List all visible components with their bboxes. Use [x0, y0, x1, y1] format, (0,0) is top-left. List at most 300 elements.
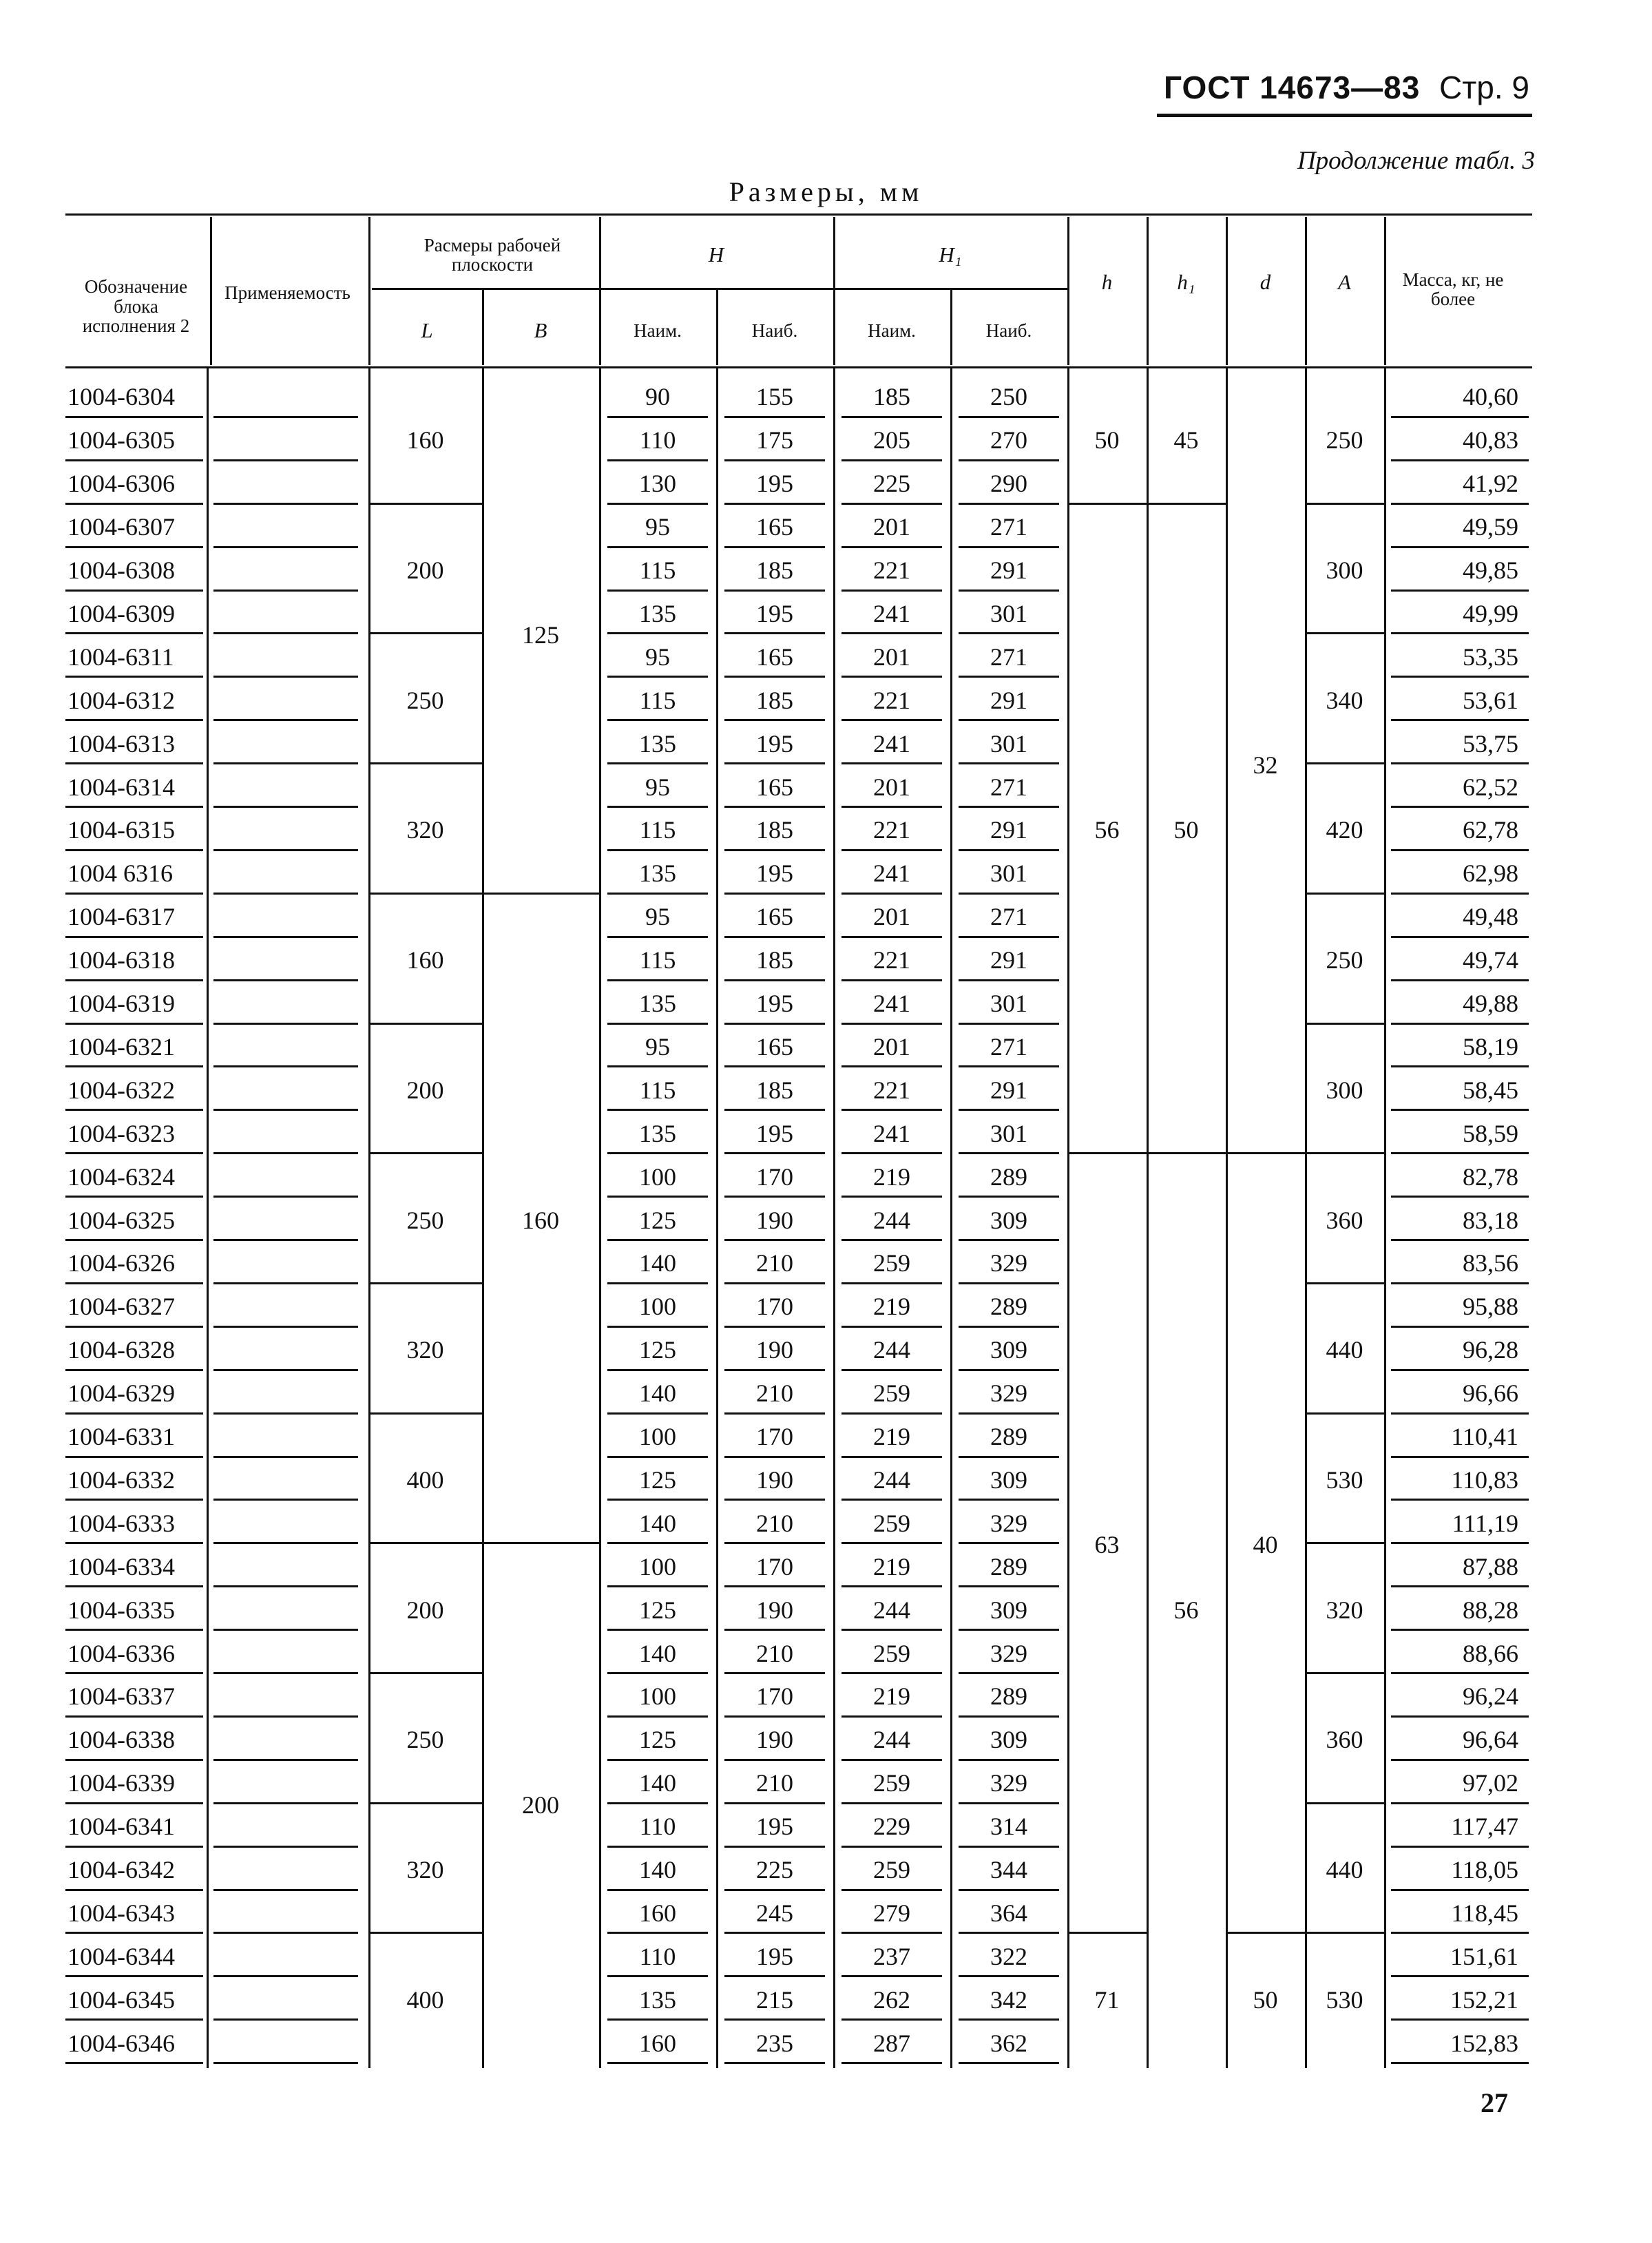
row-H1-min: 244	[873, 1206, 910, 1234]
row-underline	[213, 1975, 358, 1977]
row-H1-max: 289	[990, 1682, 1027, 1711]
row-underline	[841, 719, 942, 721]
row-code: 1004-6313	[67, 729, 175, 758]
row-code: 1004-6335	[67, 1596, 175, 1624]
group-A: 420	[1326, 816, 1363, 844]
row-H1-min: 229	[873, 1813, 910, 1841]
row-underline	[213, 1196, 358, 1198]
row-underline	[607, 762, 708, 764]
row-underline	[607, 632, 708, 634]
row-H1-min: 244	[873, 1726, 910, 1754]
row-underline	[959, 1975, 1059, 1977]
row-H1-min: 221	[873, 946, 910, 974]
row-H1-min: 219	[873, 1552, 910, 1580]
header-bottom-rule	[65, 366, 1532, 368]
row-underline	[959, 1023, 1059, 1025]
row-underline	[1391, 1412, 1529, 1415]
row-H-max: 165	[756, 903, 793, 931]
row-H1-min: 244	[873, 1336, 910, 1364]
group-divider	[1149, 503, 1226, 505]
row-H-max: 170	[756, 1423, 793, 1451]
row-underline	[607, 979, 708, 981]
row-mass: 41,92	[1463, 470, 1518, 498]
row-H1-max: 291	[990, 556, 1027, 585]
row-H-min: 110	[639, 426, 676, 455]
group-d: 32	[1253, 751, 1278, 780]
row-underline	[724, 1282, 825, 1284]
row-underline	[841, 849, 942, 851]
row-mass: 82,78	[1463, 1162, 1518, 1191]
row-underline	[65, 1499, 203, 1501]
row-underline	[65, 2018, 203, 2021]
row-code: 1004-6339	[67, 1769, 175, 1797]
row-mass: 49,85	[1463, 556, 1518, 585]
row-underline	[213, 1802, 358, 1804]
row-underline	[607, 1585, 708, 1587]
row-underline	[213, 1846, 358, 1848]
row-H-max: 245	[756, 1899, 793, 1927]
row-underline	[213, 1282, 358, 1284]
row-underline	[841, 1932, 942, 1934]
row-underline	[959, 1412, 1059, 1415]
row-H-min: 140	[639, 1509, 676, 1537]
group-divider	[370, 1152, 482, 1154]
row-underline	[959, 1152, 1059, 1154]
row-mass: 53,35	[1463, 643, 1518, 671]
group-divider	[1069, 1152, 1147, 1154]
row-underline	[1391, 1196, 1529, 1198]
row-H-min: 135	[639, 990, 676, 1018]
row-underline	[65, 1239, 203, 1241]
row-underline	[841, 2018, 942, 2021]
row-underline	[841, 546, 942, 548]
row-H-max: 210	[756, 1639, 793, 1667]
row-underline	[841, 1585, 942, 1587]
row-code: 1004-6327	[67, 1293, 175, 1321]
row-underline	[607, 503, 708, 505]
row-underline	[213, 979, 358, 981]
header-h1: h₁	[1177, 270, 1195, 294]
group-divider	[1307, 1412, 1384, 1415]
row-underline	[724, 1239, 825, 1241]
header-H-min: Наим.	[634, 320, 682, 341]
row-H1-min: 201	[873, 643, 910, 671]
row-underline	[213, 1585, 358, 1587]
row-code: 1004-6317	[67, 903, 175, 931]
row-H1-max: 291	[990, 686, 1027, 714]
group-A: 300	[1326, 556, 1363, 585]
group-divider	[1307, 503, 1384, 505]
row-mass: 58,45	[1463, 1076, 1518, 1104]
row-underline	[1391, 1152, 1529, 1154]
row-H1-min: 259	[873, 1379, 910, 1408]
row-H1-max: 301	[990, 729, 1027, 758]
row-underline	[1391, 1802, 1529, 1804]
row-underline	[724, 1802, 825, 1804]
row-underline	[959, 546, 1059, 548]
row-mass: 151,61	[1450, 1942, 1518, 1970]
row-H-max: 185	[756, 1076, 793, 1104]
row-mass: 49,88	[1463, 990, 1518, 1018]
row-mass: 49,74	[1463, 946, 1518, 974]
header-col-divider	[716, 289, 718, 365]
row-H1-min: 244	[873, 1596, 910, 1624]
row-underline	[959, 979, 1059, 981]
row-underline	[724, 1932, 825, 1934]
row-underline	[724, 1499, 825, 1501]
row-H1-max: 314	[990, 1813, 1027, 1841]
row-underline	[959, 1759, 1059, 1761]
row-underline	[213, 806, 358, 808]
group-L: 320	[406, 1856, 444, 1884]
row-underline	[959, 1629, 1059, 1631]
row-H-min: 95	[645, 903, 670, 931]
row-mass: 49,99	[1463, 599, 1518, 627]
row-underline	[213, 590, 358, 592]
group-divider	[1307, 762, 1384, 764]
row-underline	[1391, 1282, 1529, 1284]
row-underline	[1391, 1889, 1529, 1891]
row-H1-min: 221	[873, 556, 910, 585]
row-underline	[607, 806, 708, 808]
row-H1-min: 259	[873, 1639, 910, 1667]
row-underline	[1391, 459, 1529, 461]
row-underline	[1391, 503, 1529, 505]
row-underline	[841, 1846, 942, 1848]
row-underline	[841, 1672, 942, 1674]
group-divider	[1069, 1932, 1147, 1934]
row-H1-min: 219	[873, 1423, 910, 1451]
row-H1-min: 219	[873, 1682, 910, 1711]
group-A: 250	[1326, 426, 1363, 455]
row-underline	[841, 806, 942, 808]
row-underline	[841, 1239, 942, 1241]
row-H-min: 100	[639, 1162, 676, 1191]
row-H1-max: 329	[990, 1769, 1027, 1797]
row-underline	[724, 936, 825, 938]
row-underline	[213, 1499, 358, 1501]
row-underline	[607, 416, 708, 418]
row-H1-min: 205	[873, 426, 910, 455]
row-underline	[1391, 1629, 1529, 1631]
row-underline	[841, 459, 942, 461]
row-code: 1004-6308	[67, 556, 175, 585]
row-underline	[841, 893, 942, 895]
row-H-min: 125	[639, 1336, 676, 1364]
group-divider	[370, 1932, 482, 1934]
group-divider	[370, 1412, 482, 1415]
row-H-max: 170	[756, 1162, 793, 1191]
group-divider	[1228, 1932, 1305, 1934]
row-H1-min: 237	[873, 1942, 910, 1970]
row-mass: 40,83	[1463, 426, 1518, 455]
row-underline	[213, 1456, 358, 1458]
row-underline	[959, 1196, 1059, 1198]
row-underline	[841, 936, 942, 938]
row-underline	[607, 1023, 708, 1025]
row-underline	[1391, 632, 1529, 634]
row-H1-max: 309	[990, 1726, 1027, 1754]
header-L: L	[421, 318, 433, 342]
row-underline	[1391, 806, 1529, 808]
row-underline	[607, 1759, 708, 1761]
row-underline	[213, 632, 358, 634]
group-h1: 56	[1173, 1596, 1199, 1624]
group-divider	[370, 893, 482, 895]
row-underline	[724, 676, 825, 678]
row-underline	[724, 1542, 825, 1544]
row-H-min: 95	[645, 773, 670, 801]
row-underline	[724, 979, 825, 981]
row-underline	[959, 2018, 1059, 2021]
row-underline	[959, 459, 1059, 461]
row-code: 1004-6329	[67, 1379, 175, 1408]
group-L: 160	[406, 946, 444, 974]
group-B: 200	[522, 1791, 559, 1819]
row-H-max: 195	[756, 1942, 793, 1970]
row-mass: 117,47	[1451, 1813, 1518, 1841]
group-A: 530	[1326, 1465, 1363, 1494]
row-underline	[213, 1889, 358, 1891]
row-underline	[841, 1802, 942, 1804]
group-divider	[1307, 1023, 1384, 1025]
row-code: 1004-6344	[67, 1942, 175, 1970]
group-divider	[484, 893, 599, 895]
row-code: 1004-6324	[67, 1162, 175, 1191]
group-divider	[370, 1672, 482, 1674]
row-H1-max: 271	[990, 513, 1027, 541]
row-code: 1004-6337	[67, 1682, 175, 1711]
row-H-max: 190	[756, 1465, 793, 1494]
row-underline	[65, 893, 203, 895]
row-H-max: 235	[756, 2029, 793, 2057]
row-underline	[724, 1196, 825, 1198]
row-underline	[213, 1672, 358, 1674]
header-H: H	[708, 242, 724, 267]
row-underline	[724, 1889, 825, 1891]
row-underline	[213, 1932, 358, 1934]
row-underline	[724, 416, 825, 418]
row-code: 1004-6318	[67, 946, 175, 974]
row-code: 1004-6332	[67, 1465, 175, 1494]
row-mass: 118,05	[1451, 1856, 1518, 1884]
group-L: 320	[406, 1336, 444, 1364]
row-H-max: 195	[756, 729, 793, 758]
row-underline	[1391, 1326, 1529, 1328]
row-H1-min: 259	[873, 1856, 910, 1884]
row-underline	[959, 762, 1059, 764]
row-H1-min: 241	[873, 990, 910, 1018]
row-underline	[607, 893, 708, 895]
row-H1-min: 201	[873, 903, 910, 931]
row-underline	[841, 416, 942, 418]
row-underline	[1391, 1499, 1529, 1501]
row-H1-max: 250	[990, 383, 1027, 411]
row-underline	[724, 1326, 825, 1328]
row-H1-min: 262	[873, 1985, 910, 2014]
group-A: 440	[1326, 1336, 1363, 1364]
group-divider	[370, 1802, 482, 1804]
row-H-max: 195	[756, 990, 793, 1018]
row-underline	[607, 1369, 708, 1371]
group-A: 250	[1326, 946, 1363, 974]
row-code: 1004-6305	[67, 426, 175, 455]
row-underline	[959, 416, 1059, 418]
row-underline	[213, 416, 358, 418]
row-H1-max: 290	[990, 470, 1027, 498]
row-H1-max: 322	[990, 1942, 1027, 1970]
header-col-divider	[210, 217, 212, 365]
row-H1-min: 219	[873, 1162, 910, 1191]
row-underline	[959, 1585, 1059, 1587]
row-underline	[1391, 590, 1529, 592]
row-H-max: 155	[756, 383, 793, 411]
row-mass: 88,66	[1463, 1639, 1518, 1667]
row-mass: 96,66	[1463, 1379, 1518, 1408]
row-H-max: 210	[756, 1509, 793, 1537]
row-underline	[724, 1846, 825, 1848]
row-underline	[841, 1282, 942, 1284]
row-underline	[724, 590, 825, 592]
row-underline	[607, 1065, 708, 1067]
row-H-max: 185	[756, 946, 793, 974]
group-L: 200	[406, 1596, 444, 1624]
group-d: 50	[1253, 1985, 1278, 2014]
row-underline	[841, 1023, 942, 1025]
row-underline	[959, 632, 1059, 634]
row-code: 1004-6343	[67, 1899, 175, 1927]
row-underline	[724, 1672, 825, 1674]
row-underline	[65, 1369, 203, 1371]
row-H1-max: 342	[990, 1985, 1027, 2014]
row-H1-max: 289	[990, 1162, 1027, 1191]
row-H1-min: 241	[873, 729, 910, 758]
row-underline	[65, 1152, 203, 1154]
row-H-min: 90	[645, 383, 670, 411]
row-underline	[724, 503, 825, 505]
row-underline	[65, 1412, 203, 1415]
row-mass: 62,78	[1463, 816, 1518, 844]
row-underline	[959, 1672, 1059, 1674]
group-A: 530	[1326, 1985, 1363, 2014]
row-mass: 96,28	[1463, 1336, 1518, 1364]
row-underline	[65, 590, 203, 592]
row-underline	[213, 1239, 358, 1241]
group-divider	[1307, 1282, 1384, 1284]
row-underline	[65, 676, 203, 678]
row-underline	[724, 1629, 825, 1631]
row-underline	[1391, 893, 1529, 895]
group-L: 400	[406, 1465, 444, 1494]
row-underline	[1391, 546, 1529, 548]
row-H1-min: 221	[873, 816, 910, 844]
row-underline	[959, 1715, 1059, 1718]
row-H1-min: 259	[873, 1249, 910, 1277]
row-underline	[959, 1889, 1059, 1891]
row-underline	[607, 1239, 708, 1241]
row-underline	[841, 590, 942, 592]
group-L: 160	[406, 426, 444, 455]
row-H-min: 100	[639, 1423, 676, 1451]
header-mass: Масса, кг, не более	[1402, 269, 1504, 309]
group-divider	[1307, 1802, 1384, 1804]
row-underline	[213, 719, 358, 721]
row-underline	[724, 1412, 825, 1415]
row-underline	[724, 1759, 825, 1761]
row-underline	[1391, 1109, 1529, 1111]
row-underline	[724, 632, 825, 634]
row-underline	[959, 1065, 1059, 1067]
row-underline	[1391, 676, 1529, 678]
header-sub-rule	[372, 288, 599, 290]
row-underline	[1391, 1585, 1529, 1587]
row-mass: 88,28	[1463, 1596, 1518, 1624]
row-underline	[607, 719, 708, 721]
row-underline	[724, 849, 825, 851]
row-mass: 111,19	[1452, 1509, 1518, 1537]
row-underline	[65, 1196, 203, 1198]
row-H-min: 135	[639, 1119, 676, 1147]
group-divider	[370, 632, 482, 634]
row-H1-max: 309	[990, 1465, 1027, 1494]
row-code: 1004-6311	[67, 643, 174, 671]
row-code: 1004-6341	[67, 1813, 175, 1841]
row-H-min: 130	[639, 470, 676, 498]
row-H1-max: 301	[990, 990, 1027, 1018]
group-divider	[370, 1282, 482, 1284]
row-underline	[959, 590, 1059, 592]
header-col-divider	[599, 217, 601, 365]
row-underline	[724, 1715, 825, 1718]
group-h: 56	[1094, 816, 1120, 844]
row-underline	[607, 1629, 708, 1631]
row-mass: 53,75	[1463, 729, 1518, 758]
group-L: 320	[406, 816, 444, 844]
row-H-min: 100	[639, 1293, 676, 1321]
header-h: h	[1101, 270, 1113, 294]
row-underline	[65, 1932, 203, 1934]
row-underline	[1391, 719, 1529, 721]
row-H-min: 125	[639, 1596, 676, 1624]
row-H-max: 210	[756, 1249, 793, 1277]
row-underline	[1391, 1975, 1529, 1977]
row-code: 1004-6312	[67, 686, 175, 714]
row-H1-max: 329	[990, 1639, 1027, 1667]
row-underline	[213, 676, 358, 678]
row-underline	[65, 979, 203, 981]
row-underline	[1391, 1932, 1529, 1934]
row-mass: 87,88	[1463, 1552, 1518, 1580]
header-col-divider	[833, 217, 835, 365]
header-designation: Обозначение блока исполнения 2	[82, 276, 190, 337]
row-mass: 118,45	[1451, 1899, 1518, 1927]
group-h1: 45	[1173, 426, 1199, 455]
row-underline	[724, 2018, 825, 2021]
row-underline	[1391, 1542, 1529, 1544]
row-underline	[213, 2062, 358, 2064]
row-underline	[1391, 1672, 1529, 1674]
row-H-max: 185	[756, 816, 793, 844]
row-underline	[213, 2018, 358, 2021]
group-divider	[1307, 632, 1384, 634]
row-code: 1004-6323	[67, 1119, 175, 1147]
row-H-max: 165	[756, 773, 793, 801]
row-H-min: 115	[639, 946, 676, 974]
row-underline	[1391, 1456, 1529, 1458]
row-underline	[213, 936, 358, 938]
group-h: 50	[1094, 426, 1120, 455]
row-underline	[724, 1369, 825, 1371]
